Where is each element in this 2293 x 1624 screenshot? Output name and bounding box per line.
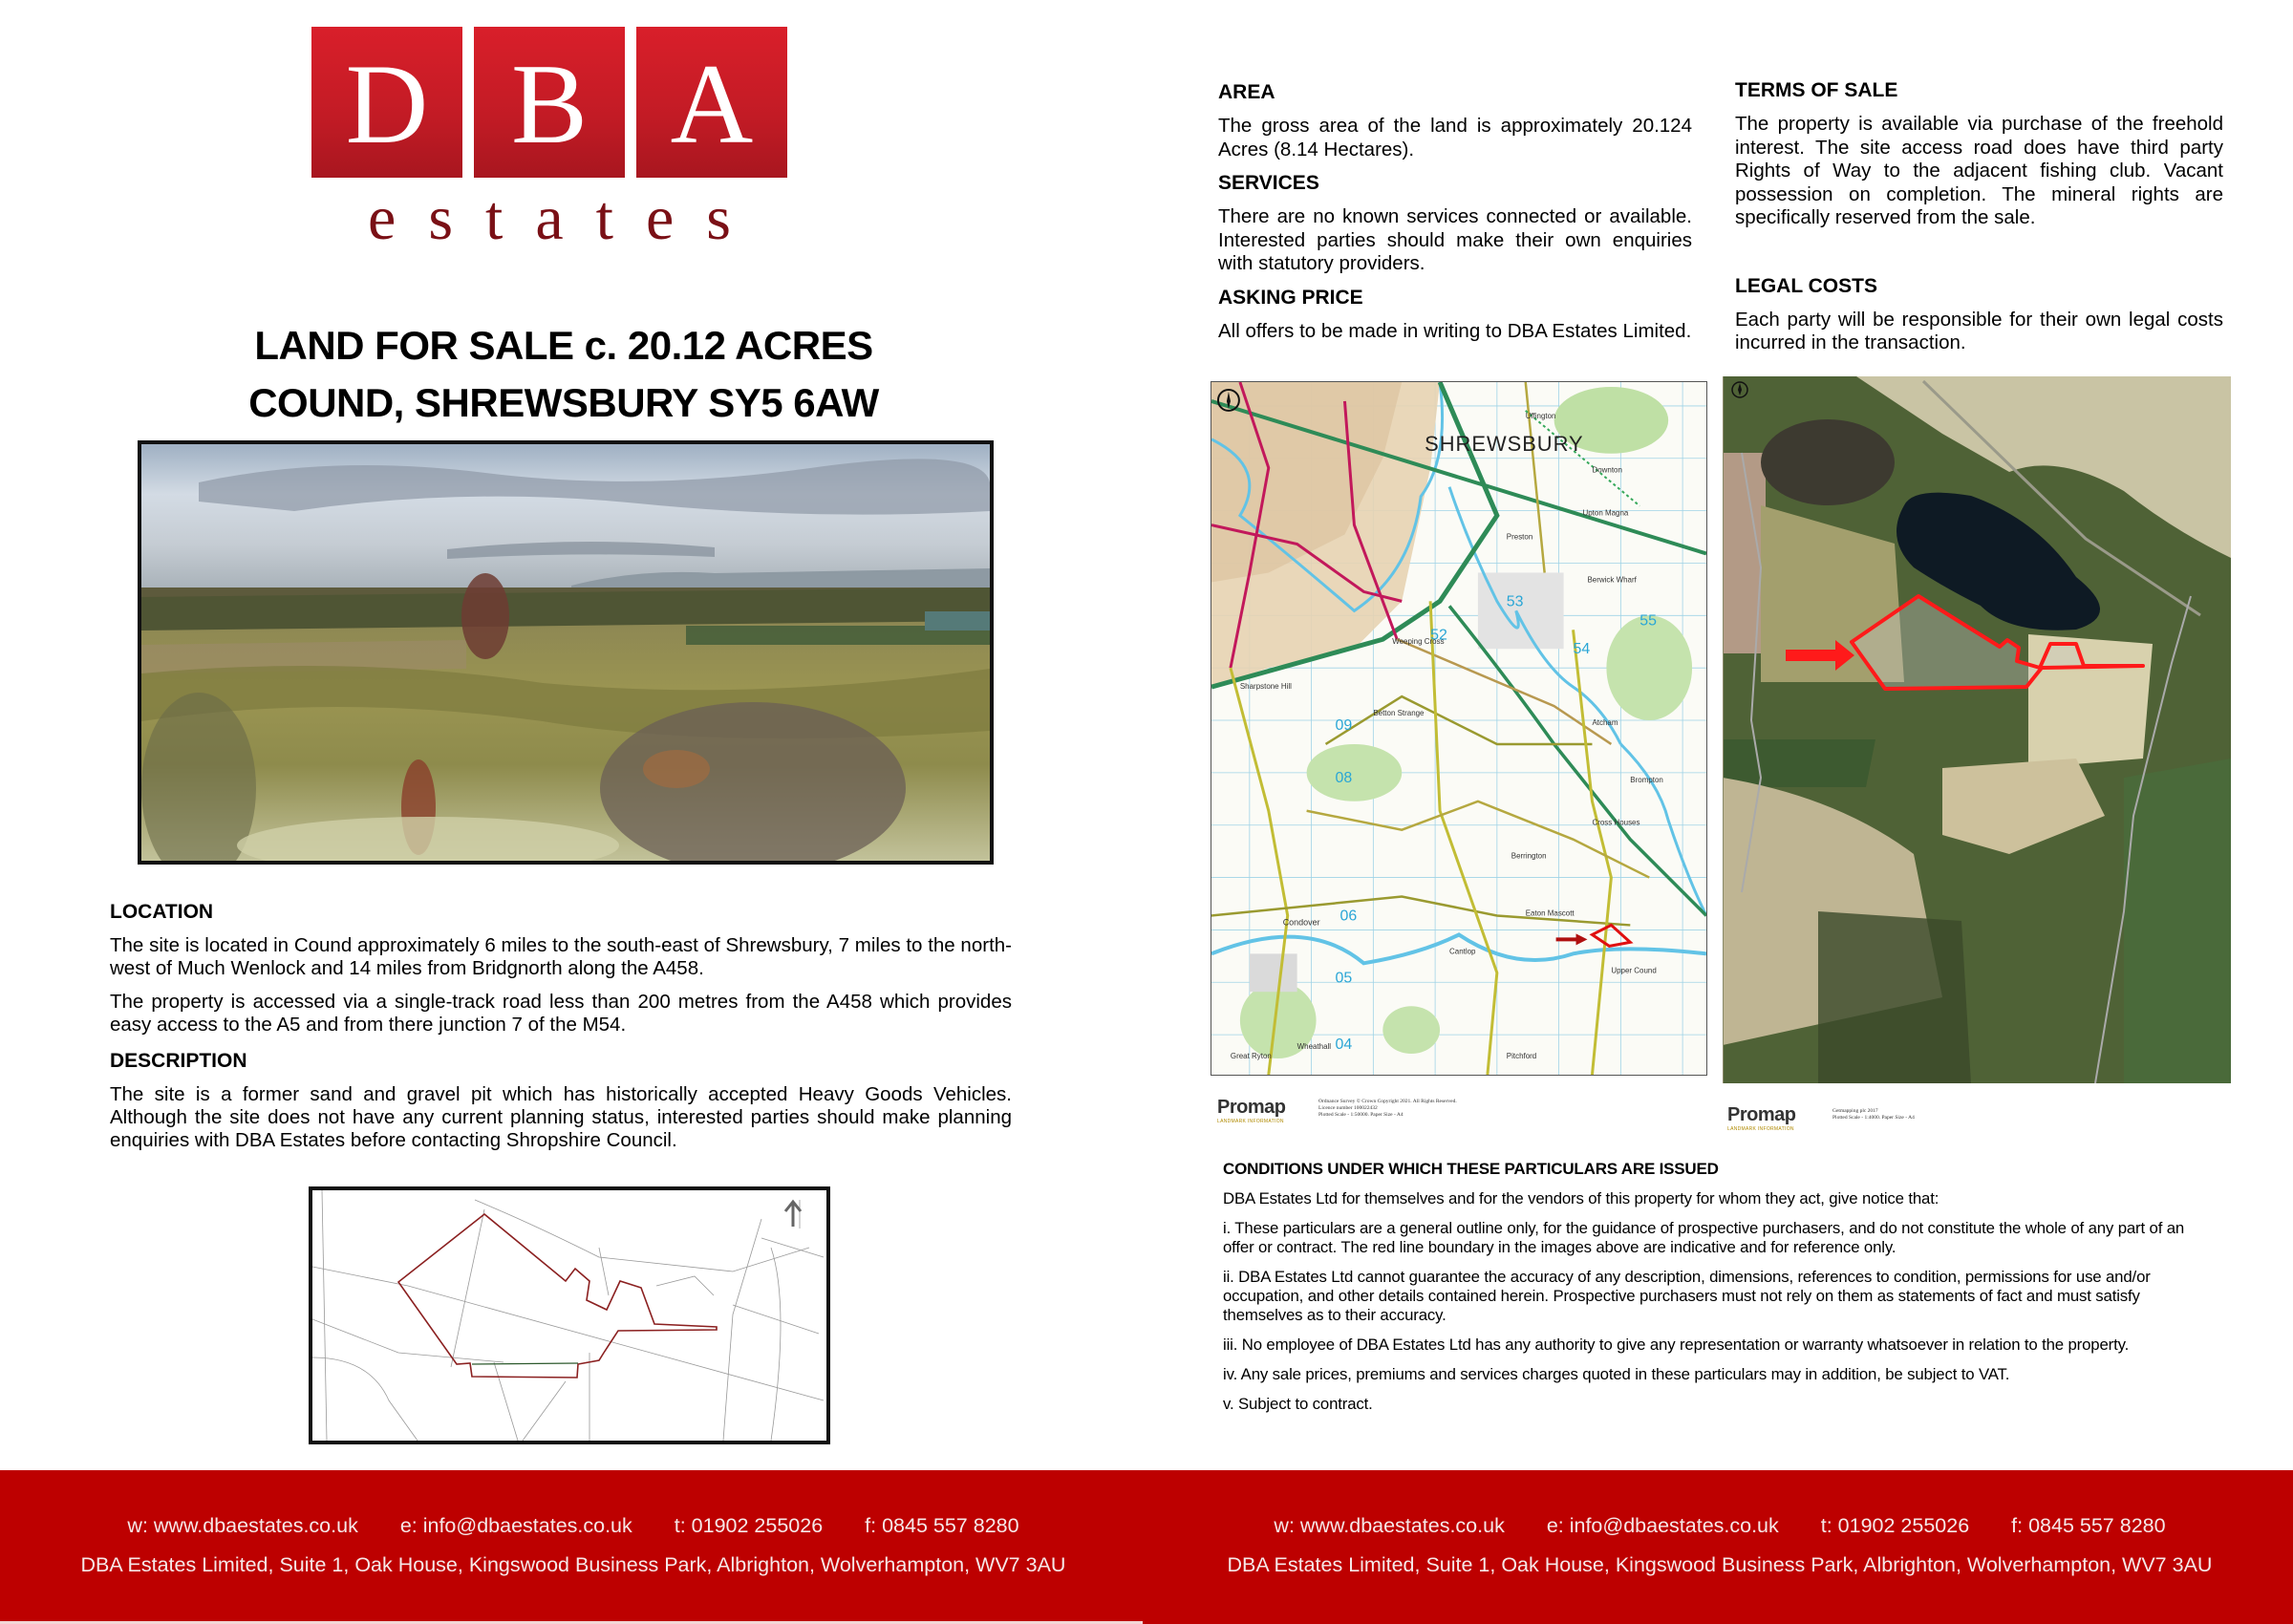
- site-photo: [138, 440, 994, 865]
- condition-item: ii. DBA Estates Ltd cannot guarantee the accuracy of any description, dimensions, references to condition, permissions for use and/or occupation, and other details contained herein. Prospective purchasers must not rely on them as statements of fact and must satisfy themselves as to their accuracy.: [1223, 1268, 2151, 1324]
- svg-text:Berrington: Berrington: [1511, 851, 1547, 861]
- credit-line: Licence number 100022432: [1318, 1105, 1378, 1111]
- property-details-column: [1218, 80, 1692, 353]
- footer-fax: f: 0845 557 8280: [2011, 1514, 2166, 1537]
- promap-logo: [1217, 1097, 1285, 1124]
- svg-text:Atcham: Atcham: [1592, 718, 1618, 728]
- svg-text:Condover: Condover: [1282, 917, 1320, 928]
- footer-left: [0, 1470, 1146, 1624]
- logo-letter-d: [311, 27, 462, 178]
- aerial-map-credit: [1832, 1108, 2024, 1122]
- svg-text:54: 54: [1573, 641, 1591, 658]
- svg-text:Berwick Wharf: Berwick Wharf: [1587, 575, 1637, 585]
- location-map-drawing: [1211, 382, 1706, 1075]
- location-heading: LOCATION: [110, 901, 214, 923]
- terms-of-sale-text: The property is available via purchase of the freehold interest. The site access road does have third party Rights of Way to the adjacent fishing club. Vacant possession on completion. The mineral rights are specifically reserved from the sale.: [1735, 113, 2223, 228]
- credit-line: Plotted Scale - 1:4000. Paper Size - A4: [1832, 1115, 1915, 1121]
- svg-text:52: 52: [1430, 627, 1447, 644]
- site-location-marker: [1592, 925, 1630, 946]
- location-section: [110, 900, 1012, 1047]
- legal-costs-text: Each party will be responsible for their own legal costs incurred in the transaction.: [1735, 308, 2223, 353]
- svg-text:Uffington: Uffington: [1525, 411, 1556, 420]
- location-paragraph: The property is accessed via a single-track road less than 200 metres from the A458 which provides easy access to the A5 and from there junction 7 of the M54.: [110, 991, 1012, 1036]
- legal-costs-heading: LEGAL COSTS: [1735, 274, 1877, 297]
- credit-line: Getmapping plc 2017: [1832, 1108, 1878, 1114]
- logo-letter: B: [510, 40, 589, 167]
- conditions-heading: CONDITIONS UNDER WHICH THESE PARTICULARS ARE ISSUED: [1223, 1160, 1719, 1178]
- map-town-label: SHREWSBURY: [1425, 431, 1584, 456]
- svg-text:Preston: Preston: [1506, 532, 1533, 542]
- svg-text:Downton: Downton: [1592, 465, 1622, 475]
- svg-text:Great Ryton: Great Ryton: [1230, 1052, 1272, 1061]
- logo-letter-a: [636, 27, 787, 178]
- footer-fax: f: 0845 557 8280: [865, 1514, 1019, 1537]
- credit-line: Plotted Scale - 1:50000. Paper Size - A4: [1318, 1112, 1404, 1118]
- site-plan-drawing: [312, 1190, 826, 1441]
- logo-subtitle: estates: [368, 183, 763, 253]
- svg-text:09: 09: [1335, 716, 1353, 734]
- north-arrow-icon: [785, 1202, 801, 1227]
- os-map-credit: [1318, 1099, 1510, 1119]
- promap-label: Promap: [1217, 1097, 1286, 1118]
- description-paragraph: The site is a former sand and gravel pit which has historically accepted Heavy Goods Vehicles. Although the site does not have any current planning status, interested parties should make planning enquiries with DBA Estates before contacting Shropshire Council.: [110, 1083, 1012, 1151]
- logo-letter: A: [670, 40, 754, 167]
- footer-address: DBA Estates Limited, Suite 1, Oak House, Kingswood Business Park, Albrighton, Wolverhampton, WV7 3AU: [80, 1553, 1066, 1576]
- svg-text:Cross Houses: Cross Houses: [1592, 818, 1640, 827]
- footer-contacts: [1146, 1513, 2293, 1538]
- landscape-photo-illustration: [141, 444, 990, 861]
- dba-estates-logo: [311, 27, 787, 256]
- condition-item: iv. Any sale prices, premiums and services charges quoted in these particulars may in addition, be subject to VAT.: [1223, 1365, 2010, 1383]
- svg-text:06: 06: [1339, 908, 1358, 925]
- svg-text:Brompton: Brompton: [1630, 775, 1663, 784]
- description-heading: DESCRIPTION: [110, 1050, 247, 1072]
- promap-sub-label: LANDMARK INFORMATION: [1217, 1119, 1284, 1124]
- footer-website-link[interactable]: w: www.dbaestates.co.uk: [127, 1514, 358, 1537]
- conditions-section: [1223, 1160, 2217, 1424]
- promap-sub-label: LANDMARK INFORMATION: [1727, 1126, 1794, 1132]
- footer-telephone[interactable]: t: 01902 255026: [1820, 1514, 1970, 1537]
- terms-of-sale-heading: TERMS OF SALE: [1735, 79, 1898, 101]
- svg-text:Betton Strange: Betton Strange: [1373, 709, 1425, 718]
- logo-letter-b: [474, 27, 625, 178]
- footer-email-link[interactable]: e: info@dbaestates.co.uk: [1546, 1514, 1779, 1537]
- footer-address: DBA Estates Limited, Suite 1, Oak House, Kingswood Business Park, Albrighton, Wolverhampton, WV7 3AU: [1227, 1553, 2213, 1576]
- svg-text:53: 53: [1506, 593, 1524, 610]
- asking-price-text: All offers to be made in writing to DBA Estates Limited.: [1218, 319, 1692, 342]
- svg-text:05: 05: [1335, 970, 1353, 987]
- promap-logo: [1727, 1104, 1795, 1132]
- aerial-site-image: [1723, 376, 2231, 1083]
- services-text: There are no known services connected or available. Interested parties should make their own enquiries with statutory providers.: [1218, 205, 1692, 274]
- logo-letter: D: [345, 40, 429, 167]
- svg-text:Eaton Mascott: Eaton Mascott: [1525, 908, 1575, 918]
- svg-text:Upper Cound: Upper Cound: [1611, 966, 1657, 975]
- condition-item: v. Subject to contract.: [1223, 1395, 1373, 1413]
- svg-text:Wheathall: Wheathall: [1297, 1042, 1332, 1052]
- footer-telephone[interactable]: t: 01902 255026: [674, 1514, 824, 1537]
- area-text: The gross area of the land is approximately 20.124 Acres (8.14 Hectares).: [1218, 115, 1692, 160]
- footer-bar: [0, 1470, 2293, 1624]
- svg-text:08: 08: [1335, 769, 1353, 786]
- terms-column: [1735, 78, 2223, 365]
- promap-label: Promap: [1727, 1104, 1796, 1125]
- location-paragraph: The site is located in Cound approximately 6 miles to the south-east of Shrewsbury, 7 miles to the north-west of Much Wenlock and 14 miles from Bridgnorth along the A458.: [110, 934, 1012, 979]
- site-boundary-line: [398, 1214, 717, 1378]
- asking-price-heading: ASKING PRICE: [1218, 286, 1363, 309]
- svg-text:Cantlop: Cantlop: [1449, 947, 1476, 956]
- logo-letter-boxes: [311, 27, 787, 178]
- description-section: [110, 1049, 1012, 1152]
- footer-contacts: [0, 1513, 1146, 1538]
- credit-line: Ordnance Survey © Crown Copyright 2021. All Rights Reserved.: [1318, 1099, 1457, 1104]
- svg-text:04: 04: [1335, 1036, 1353, 1054]
- svg-text:Upton Magna: Upton Magna: [1582, 508, 1629, 518]
- svg-text:Weeping Cross: Weeping Cross: [1392, 637, 1445, 647]
- area-heading: AREA: [1218, 81, 1275, 103]
- footer-email-link[interactable]: e: info@dbaestates.co.uk: [399, 1514, 632, 1537]
- condition-item: i. These particulars are a general outline only, for the guidance of prospective purchasers, and do not constitute the whole of any part of an offer or contract. The red line boundary in the images above are indicative and for reference only.: [1223, 1219, 2185, 1256]
- title-line-2: COUND, SHREWSBURY SY5 6AW: [248, 380, 879, 425]
- aerial-image-illustration: [1723, 376, 2231, 1083]
- svg-text:Sharpstone Hill: Sharpstone Hill: [1239, 682, 1292, 692]
- ordnance-survey-location-map: [1211, 381, 1707, 1076]
- title-line-1: LAND FOR SALE c. 20.12 ACRES: [254, 323, 873, 368]
- services-heading: SERVICES: [1218, 172, 1319, 194]
- svg-text:Pitchford: Pitchford: [1506, 1052, 1537, 1061]
- svg-text:55: 55: [1639, 612, 1657, 630]
- page-title: [143, 317, 984, 432]
- condition-item: iii. No employee of DBA Estates Ltd has any authority to give any representation or warranty whatsoever in relation to the property.: [1223, 1336, 2130, 1354]
- conditions-intro: DBA Estates Ltd for themselves and for the vendors of this property for whom they act, give notice that:: [1223, 1189, 1939, 1207]
- footer-website-link[interactable]: w: www.dbaestates.co.uk: [1274, 1514, 1505, 1537]
- site-boundary-plan: [309, 1186, 830, 1444]
- footer-right: [1146, 1470, 2293, 1624]
